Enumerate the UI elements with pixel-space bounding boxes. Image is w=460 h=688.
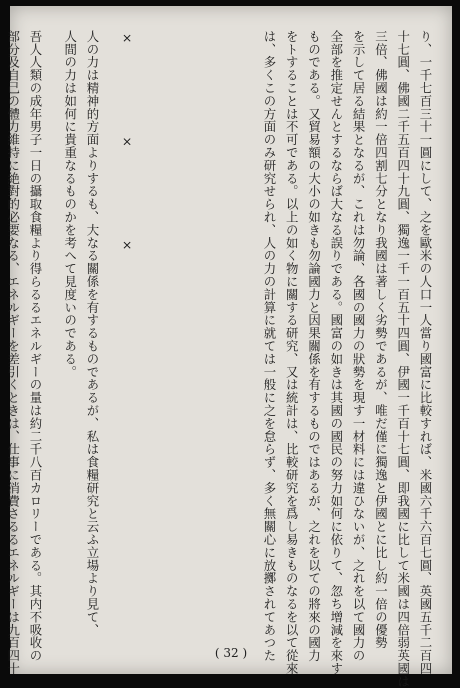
text-column: 吾人人類の成年男子一日の攝取食糧より得らるるエネルギーの量は約二千八百カロリーである。其内不吸收の: [27, 30, 43, 663]
text-column: 人間の力は如何に貴重なるものかを考へて見度いのである。: [62, 30, 78, 379]
text-column: をトすることは不可である。以上の如く物に關する研究、又は統計は、比較研究を爲し易きものなるを以て從來: [284, 30, 300, 675]
text-column: 全部を推定せんとするならば大なる誤りである。國富の如きは其國の國民の努力如何に依りて、忽ち增減を來す: [328, 30, 344, 675]
text-column: は、多くこの方面のみ研究せられ、人の力の計算に就ては一般に之を怠らず、多く無關心に放擲されてあつた: [261, 30, 277, 663]
text-column: 人の力は精神的方面よりするも、大なる關係を有するものであるが、私は食糧研究と云ふ立場より見て、: [84, 30, 100, 637]
page-number: ( 32 ): [214, 646, 248, 660]
section-separator: × × ×: [119, 30, 135, 290]
text-column: を示して居る結果となるが、これは勿論、各國の國力の狀勢を現す一材料には違ひないが、之れを以て國力の: [351, 30, 367, 663]
text-column: ものである。又貿易額の大小の如きも勿論國力と因果關係を有するものではあるが、之れを以ての將來の國力: [306, 30, 322, 663]
text-column: り、一千七百三十一圓にして、之を歐米の人口一人當り國富に比較すれば、米國六千六百七圓、英國五千二百四: [418, 30, 433, 675]
book-page: [5, 6, 452, 688]
text-column: 三倍、佛國は約一倍四割七分となり我國は著しく劣勢であるが、唯だ僅に獨逸と伊國とに比し約一倍の優勢: [373, 30, 389, 650]
text-column: 部分及自己の體力維持に絶對的必要なる、エネルギーを差引くときは、仕事に消費さるるエネルギーは九百四十: [5, 30, 21, 675]
text-column: 十七圓、佛國二千五百四十九圓、獨逸一千一百五十四圓、伊國一千百十七圓、即我國に比して米國は四倍弱英國は: [395, 30, 411, 688]
